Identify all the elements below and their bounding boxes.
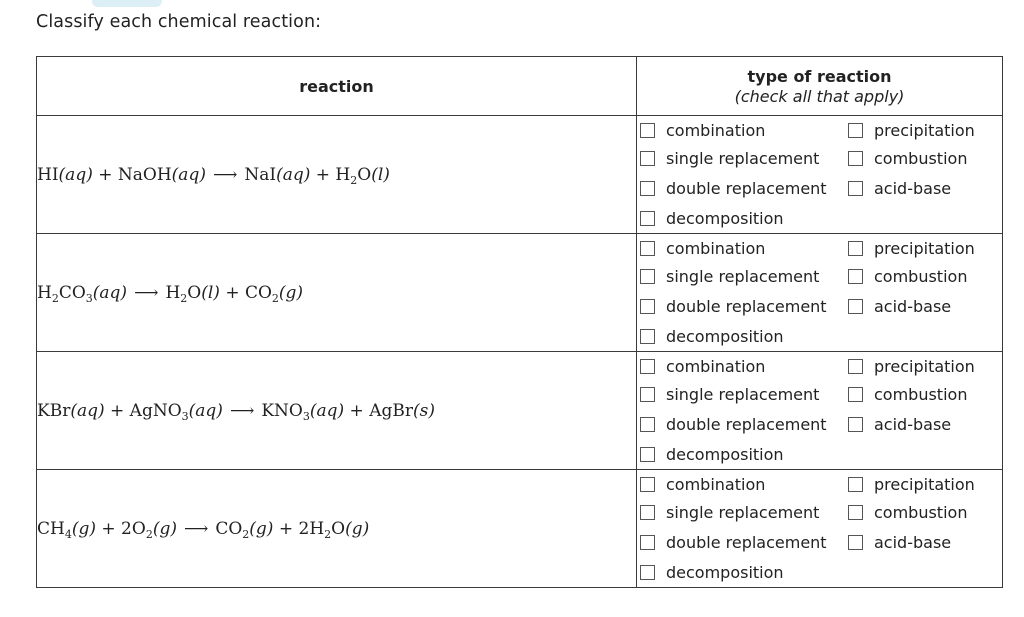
double-replacement-checkbox[interactable] xyxy=(640,181,655,196)
option-double-replacement[interactable] xyxy=(640,415,827,434)
option-double-replacement[interactable] xyxy=(640,297,827,316)
option-single-replacement[interactable] xyxy=(640,267,819,286)
option-label: single replacement xyxy=(666,385,820,404)
equation-text: HI(aq) + NaOH(aq) ⟶ $NaI(aq) + H_2O(l)$ xyxy=(37,164,390,187)
reaction-type-options xyxy=(637,352,1003,470)
double-replacement-checkbox[interactable] xyxy=(640,535,655,550)
single-replacement-checkbox[interactable] xyxy=(640,387,655,402)
single-replacement-checkbox[interactable] xyxy=(640,269,655,284)
option-label: combination xyxy=(666,121,766,140)
option-label: acid-base xyxy=(874,415,952,434)
type-header-title: type of reaction xyxy=(747,66,892,86)
option-combustion[interactable] xyxy=(848,149,967,168)
option-combination[interactable] xyxy=(640,475,765,494)
reaction-equation xyxy=(37,470,637,588)
option-label: precipitation xyxy=(874,239,975,258)
option-label: precipitation xyxy=(874,475,975,494)
option-label: combination xyxy=(666,357,766,376)
top-tab-indicator xyxy=(92,0,162,7)
double-replacement-checkbox[interactable] xyxy=(640,417,655,432)
precipitation-checkbox[interactable] xyxy=(848,359,863,374)
precipitation-checkbox[interactable] xyxy=(848,123,863,138)
option-label: acid-base xyxy=(874,297,952,316)
reaction-type-options xyxy=(637,116,1003,234)
option-single-replacement[interactable] xyxy=(640,385,819,404)
type-header-subtitle: (check all that apply) xyxy=(734,86,905,106)
option-decomposition[interactable] xyxy=(640,563,784,582)
option-decomposition[interactable] xyxy=(640,445,784,464)
single-replacement-checkbox[interactable] xyxy=(640,505,655,520)
table-header-row xyxy=(37,57,1003,116)
option-label: combustion xyxy=(874,385,968,404)
type-column-header xyxy=(637,57,1003,116)
option-acid-base[interactable] xyxy=(848,533,951,552)
option-label: decomposition xyxy=(666,209,784,228)
option-acid-base[interactable] xyxy=(848,297,951,316)
option-acid-base[interactable] xyxy=(848,179,951,198)
precipitation-checkbox[interactable] xyxy=(848,241,863,256)
option-label: single replacement xyxy=(666,503,820,522)
equation-text: $H_2CO_3(aq)$ ⟶ $H_2O(l) + CO_2(g)$ xyxy=(37,282,304,305)
option-label: decomposition xyxy=(666,563,784,582)
equation-text: $CH_4(g) + 2O_2(g)$ ⟶ $CO_2(g) + 2H_2O(g)$ xyxy=(37,518,370,541)
decomposition-checkbox[interactable] xyxy=(640,565,655,580)
reaction-column-header: reaction xyxy=(37,57,637,116)
reaction-equation xyxy=(37,352,637,470)
option-label: single replacement xyxy=(666,149,820,168)
combination-checkbox[interactable] xyxy=(640,241,655,256)
option-label: precipitation xyxy=(874,357,975,376)
reaction-type-options xyxy=(637,234,1003,352)
option-combination[interactable] xyxy=(640,239,765,258)
option-precipitation[interactable] xyxy=(848,475,975,494)
reaction-row xyxy=(37,470,1003,588)
option-label: combustion xyxy=(874,267,968,286)
reaction-row xyxy=(37,116,1003,234)
option-label: precipitation xyxy=(874,121,975,140)
combustion-checkbox[interactable] xyxy=(848,269,863,284)
option-label: single replacement xyxy=(666,267,820,286)
option-combustion[interactable] xyxy=(848,267,967,286)
option-label: double replacement xyxy=(666,179,827,198)
combination-checkbox[interactable] xyxy=(640,123,655,138)
combination-checkbox[interactable] xyxy=(640,477,655,492)
option-label: acid-base xyxy=(874,179,952,198)
double-replacement-checkbox[interactable] xyxy=(640,299,655,314)
option-label: combination xyxy=(666,239,766,258)
option-label: double replacement xyxy=(666,533,827,552)
decomposition-checkbox[interactable] xyxy=(640,329,655,344)
decomposition-checkbox[interactable] xyxy=(640,447,655,462)
acid-base-checkbox[interactable] xyxy=(848,181,863,196)
option-precipitation[interactable] xyxy=(848,121,975,140)
acid-base-checkbox[interactable] xyxy=(848,535,863,550)
reaction-row xyxy=(37,352,1003,470)
option-decomposition[interactable] xyxy=(640,209,784,228)
option-combustion[interactable] xyxy=(848,503,967,522)
question-prompt: Classify each chemical reaction: xyxy=(36,12,322,32)
option-label: combination xyxy=(666,475,766,494)
combustion-checkbox[interactable] xyxy=(848,151,863,166)
reaction-equation xyxy=(37,116,637,234)
reaction-row xyxy=(37,234,1003,352)
acid-base-checkbox[interactable] xyxy=(848,417,863,432)
single-replacement-checkbox[interactable] xyxy=(640,151,655,166)
acid-base-checkbox[interactable] xyxy=(848,299,863,314)
option-double-replacement[interactable] xyxy=(640,533,827,552)
option-combination[interactable] xyxy=(640,357,765,376)
option-combustion[interactable] xyxy=(848,385,967,404)
option-label: combustion xyxy=(874,503,968,522)
option-single-replacement[interactable] xyxy=(640,149,819,168)
option-acid-base[interactable] xyxy=(848,415,951,434)
decomposition-checkbox[interactable] xyxy=(640,211,655,226)
option-label: double replacement xyxy=(666,297,827,316)
option-decomposition[interactable] xyxy=(640,327,784,346)
option-precipitation[interactable] xyxy=(848,357,975,376)
option-label: double replacement xyxy=(666,415,827,434)
option-label: combustion xyxy=(874,149,968,168)
option-label: decomposition xyxy=(666,327,784,346)
combination-checkbox[interactable] xyxy=(640,359,655,374)
option-single-replacement[interactable] xyxy=(640,503,819,522)
option-double-replacement[interactable] xyxy=(640,179,827,198)
reaction-table xyxy=(36,56,1003,588)
option-label: decomposition xyxy=(666,445,784,464)
combustion-checkbox[interactable] xyxy=(848,505,863,520)
reaction-equation xyxy=(37,234,637,352)
combustion-checkbox[interactable] xyxy=(848,387,863,402)
option-label: acid-base xyxy=(874,533,952,552)
option-precipitation[interactable] xyxy=(848,239,975,258)
precipitation-checkbox[interactable] xyxy=(848,477,863,492)
option-combination[interactable] xyxy=(640,121,765,140)
equation-text: KBr(aq) + AgNO$_3$(aq) ⟶ $KNO_3(aq)$ + AgBr(s) xyxy=(37,400,435,423)
reaction-type-options xyxy=(637,470,1003,588)
